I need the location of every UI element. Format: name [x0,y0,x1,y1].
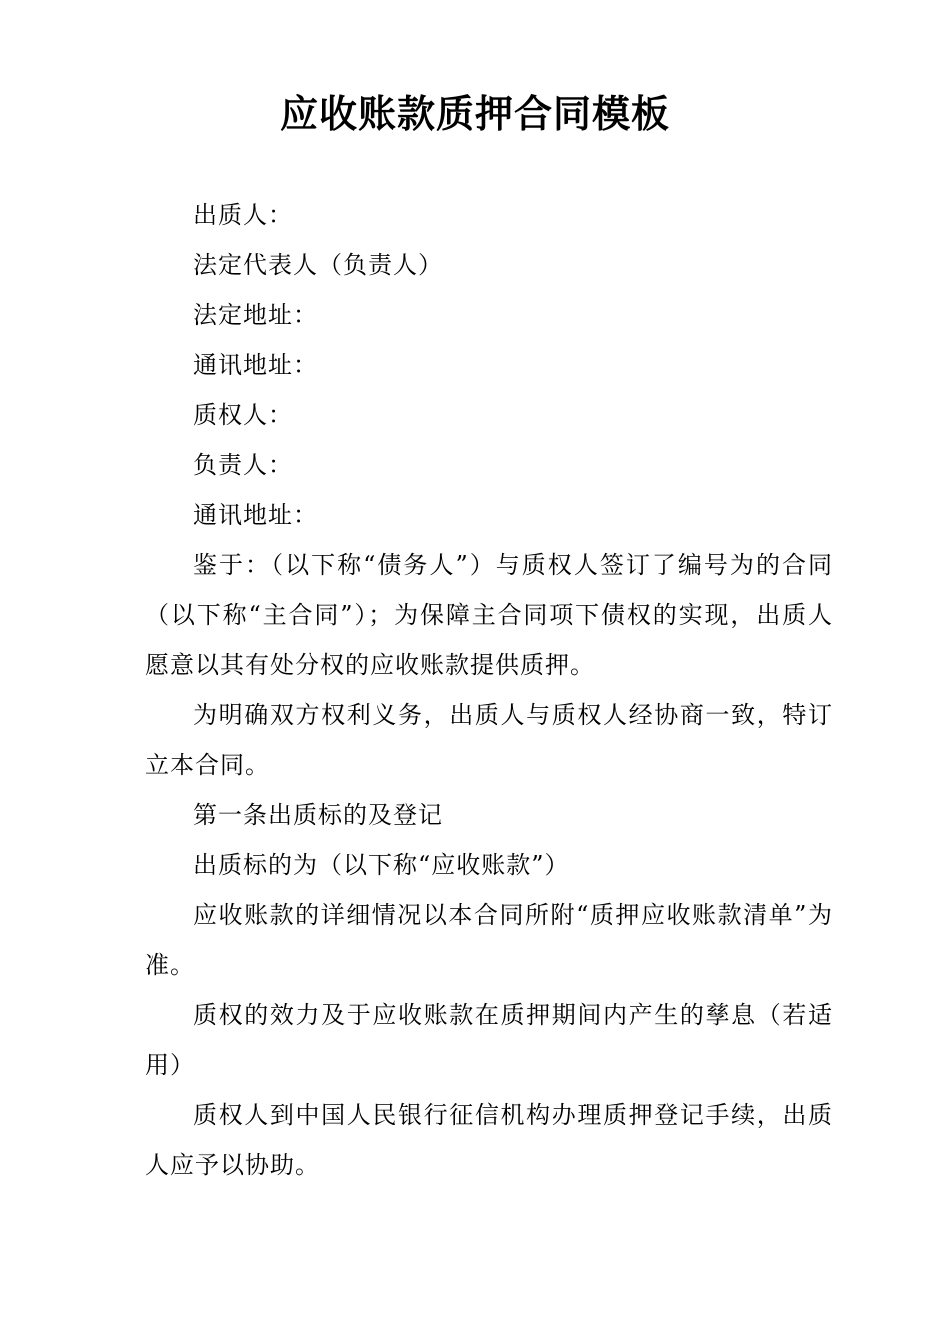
document-body [145,190,833,1190]
mailing-address-line: 通讯地址： [193,351,318,379]
legal-representative-line: 法定代表人（负责人） [193,251,443,279]
pledge-effect-paragraph: 质权的效力及于应收账款在质押期间内产生的孳息（若适用） [145,1001,833,1079]
receivables-detail-paragraph: 应收账款的详细情况以本合同所附“质押应收账款清单”为准。 [145,901,833,979]
legal-address-line: 法定地址： [193,301,318,329]
purpose-paragraph: 为明确双方权利义务，出质人与质权人经协商一致，特订立本合同。 [145,701,833,779]
party-pledgor-line: 出质人： [193,201,293,229]
pledge-subject-paragraph: 出质标的为（以下称“应收账款”） [193,851,570,879]
person-in-charge-line: 负责人： [193,451,293,479]
party-pledgee-line: 质权人： [193,401,293,429]
recital-paragraph: 鉴于：（以下称“债务人”）与质权人签订了编号为的合同（以下称“主合同”）；为保障主合同项下债权的实现，出质人愿意以其有处分权的应收账款提供质押。 [145,551,833,679]
article-one-heading: 第一条出质标的及登记 [193,801,443,829]
document-title: 应收账款质押合同模板 [279,91,670,136]
registration-paragraph: 质权人到中国人民银行征信机构办理质押登记手续，出质人应予以协助。 [145,1101,833,1179]
pledgee-mailing-address-line: 通讯地址： [193,501,318,529]
